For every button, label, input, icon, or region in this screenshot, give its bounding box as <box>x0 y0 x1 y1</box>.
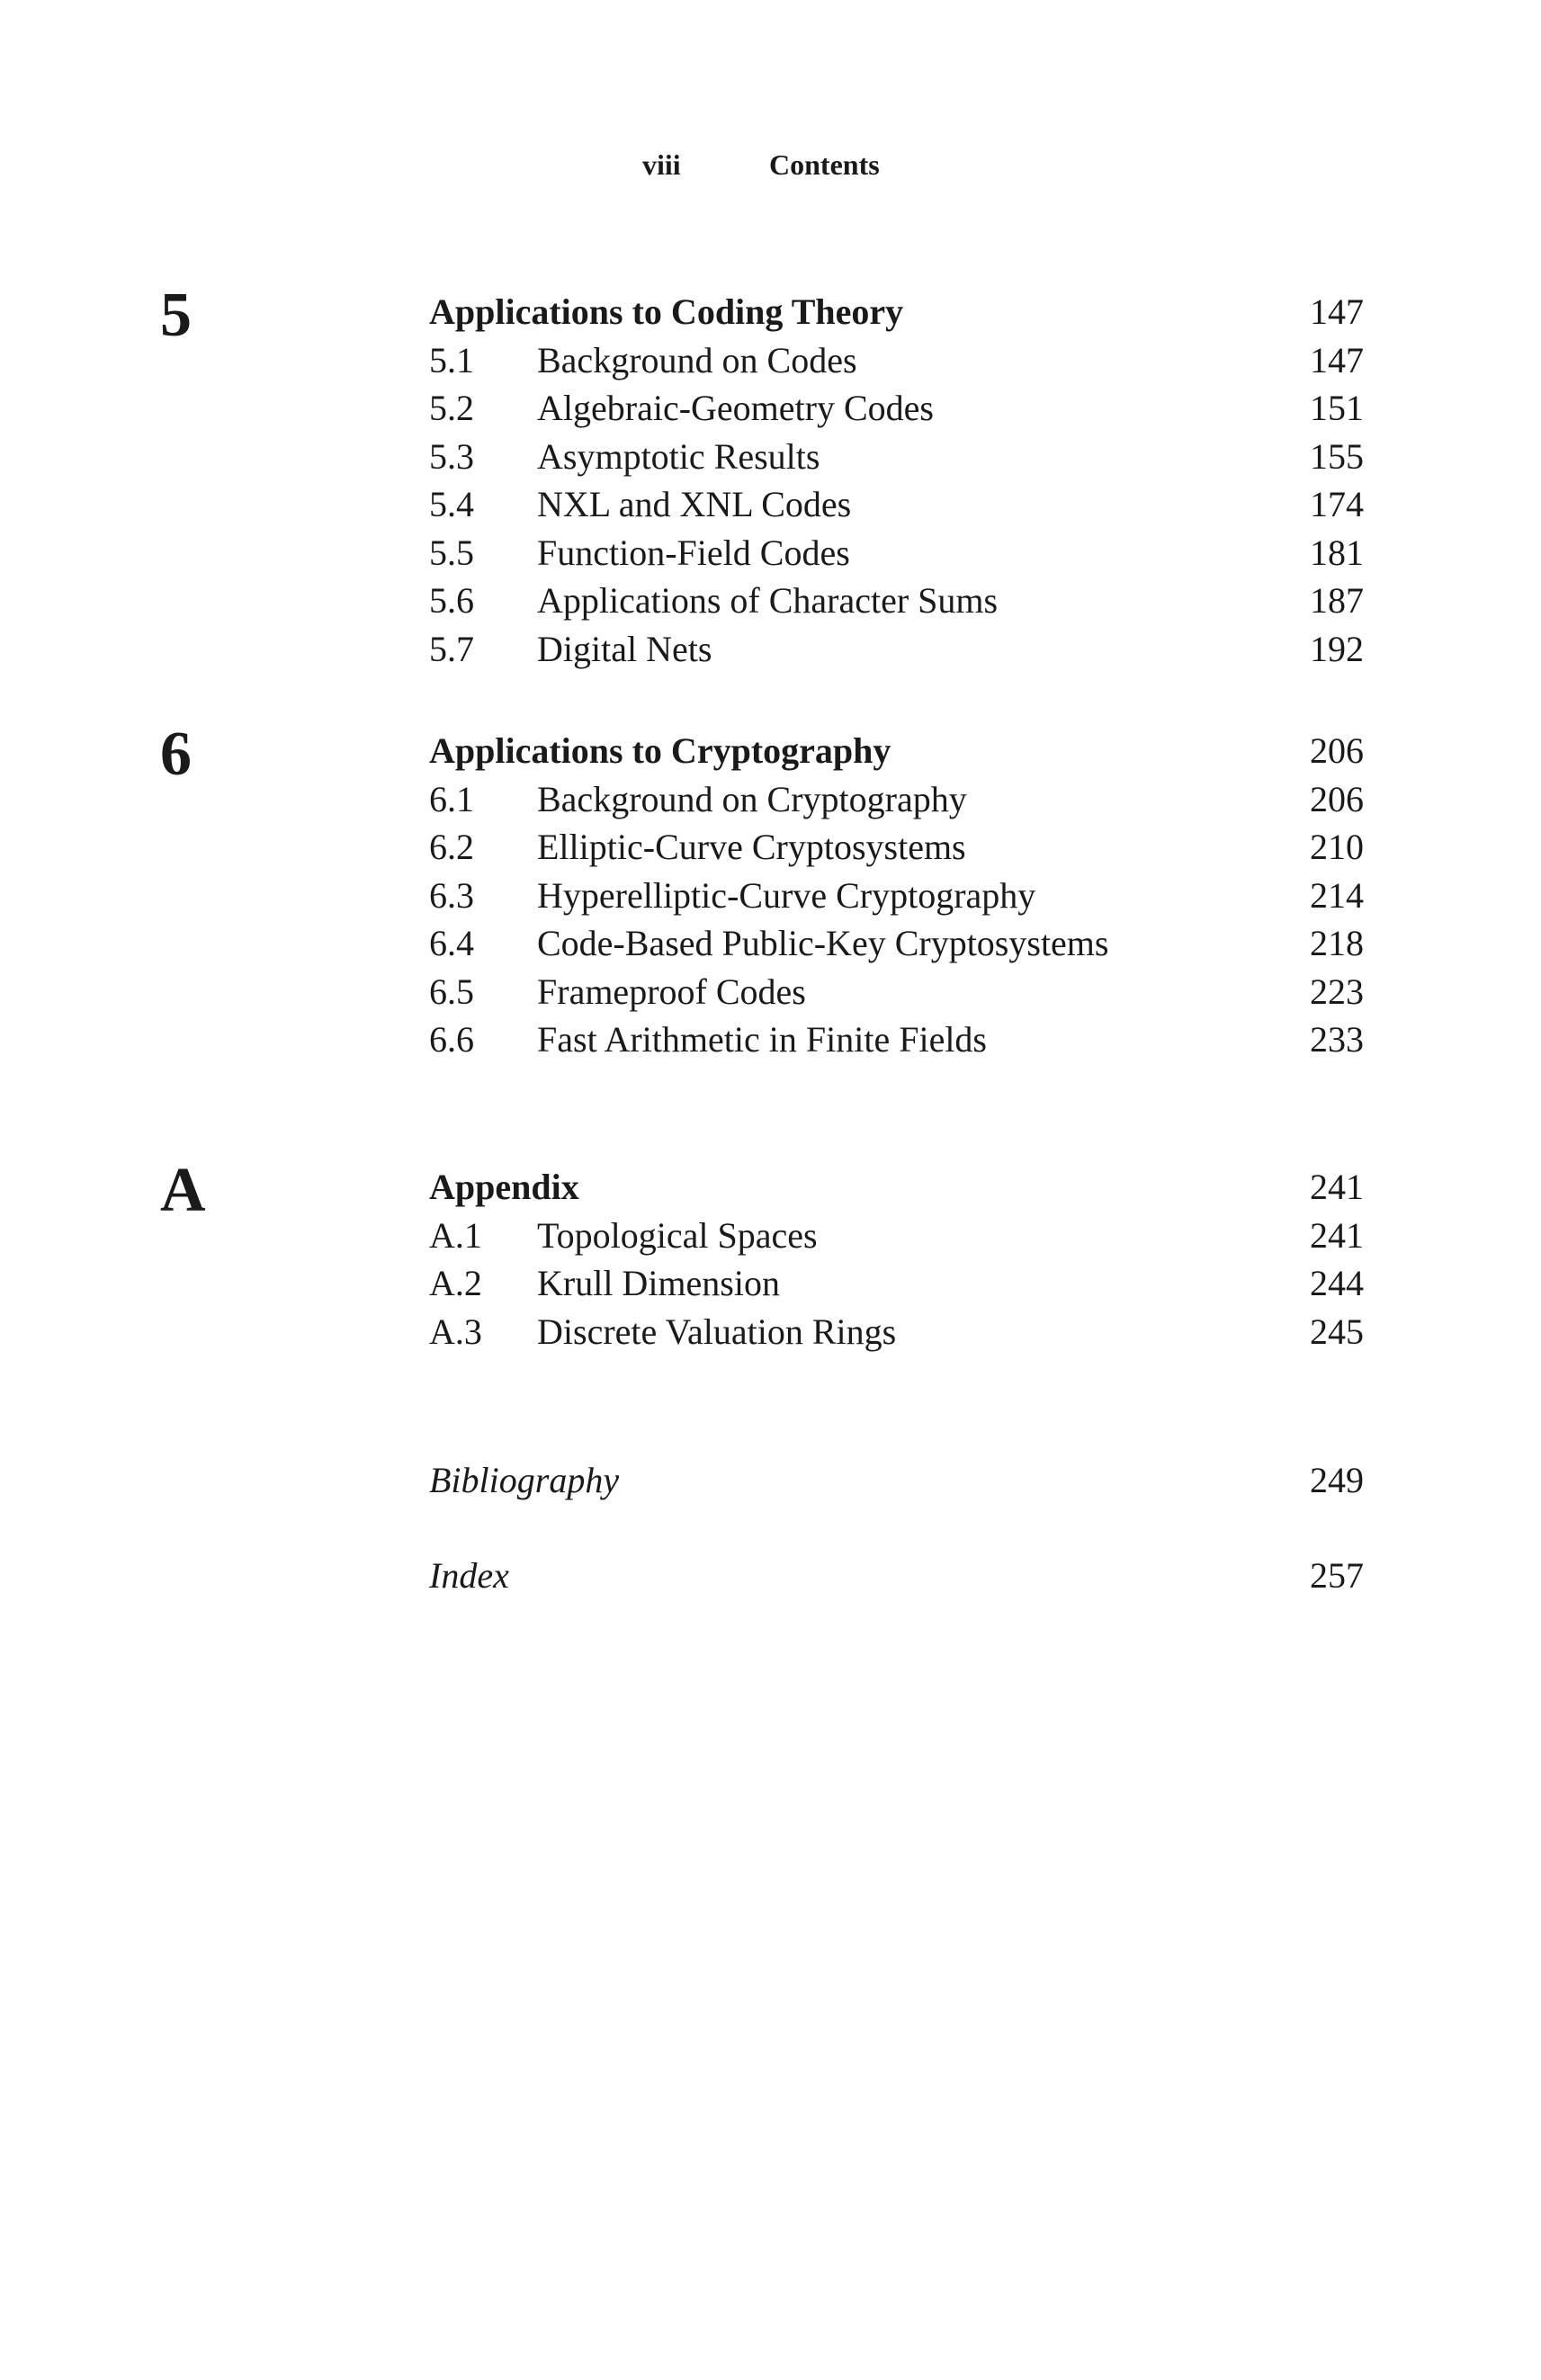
chapter-appendix <box>0 1156 1541 1356</box>
toc-entry[interactable] <box>0 1259 1541 1308</box>
chapter-heading-row[interactable] <box>0 727 1541 775</box>
section-number: 6.5 <box>429 971 474 1012</box>
section-number: 5.3 <box>429 435 474 477</box>
back-matter-bibliography <box>0 1456 1541 1505</box>
section-number: 5.5 <box>429 532 474 573</box>
toc-entry[interactable] <box>0 968 1541 1016</box>
toc-entry[interactable] <box>0 433 1541 481</box>
toc-entry[interactable] <box>0 336 1541 385</box>
section-title: Fast Arithmetic in Finite Fields <box>537 1019 987 1060</box>
toc-entry[interactable] <box>0 480 1541 529</box>
chapter-number: A <box>160 1156 206 1225</box>
running-head <box>0 148 1541 189</box>
section-title: NXL and XNL Codes <box>537 484 852 524</box>
section-number: 5.4 <box>429 484 474 524</box>
section-title: Background on Cryptography <box>537 778 967 819</box>
page-number: 155 <box>1310 435 1364 477</box>
section-title: Algebraic-Geometry Codes <box>537 388 934 428</box>
chapter-title: Applications to Coding Theory <box>429 291 904 332</box>
back-matter-index <box>0 1552 1541 1600</box>
section-number: 5.1 <box>429 339 474 380</box>
section-number: 5.6 <box>429 580 474 621</box>
section-title: Digital Nets <box>537 628 712 669</box>
section-number: A.2 <box>429 1263 482 1303</box>
section-number: 6.1 <box>429 778 474 819</box>
chapter-title: Applications to Cryptography <box>429 730 891 771</box>
back-matter-title: Bibliography <box>429 1460 620 1500</box>
section-number: 6.6 <box>429 1019 474 1060</box>
page-number: 233 <box>1310 1019 1364 1060</box>
page-number: 244 <box>1310 1263 1364 1303</box>
page-number: 174 <box>1310 484 1364 524</box>
section-title: Topological Spaces <box>537 1214 818 1256</box>
section-title: Frameproof Codes <box>537 971 806 1012</box>
section-title: Discrete Valuation Rings <box>537 1311 897 1352</box>
toc-entry[interactable] <box>0 384 1541 433</box>
page-number: 257 <box>1310 1555 1364 1596</box>
toc-entry[interactable] <box>0 1212 1541 1260</box>
section-title: Elliptic-Curve Cryptosystems <box>537 827 966 867</box>
page-number: 210 <box>1310 827 1364 867</box>
toc-entry[interactable] <box>0 529 1541 577</box>
section-number: 6.4 <box>429 923 474 963</box>
chapter-title: Appendix <box>429 1167 579 1207</box>
page-number: 241 <box>1310 1214 1364 1256</box>
toc-entry[interactable] <box>0 1016 1541 1064</box>
section-title: Hyperelliptic-Curve Cryptography <box>537 874 1036 916</box>
section-number: 5.2 <box>429 388 474 428</box>
page-number: 192 <box>1310 628 1364 669</box>
page-number: 181 <box>1310 532 1364 573</box>
section-number: A.3 <box>429 1311 482 1352</box>
page-number: 187 <box>1310 580 1364 621</box>
page-number: 241 <box>1310 1167 1364 1207</box>
page-number: 223 <box>1310 971 1364 1012</box>
page-number: 218 <box>1310 923 1364 963</box>
section-number: A.1 <box>429 1214 482 1256</box>
toc-entry[interactable] <box>0 823 1541 872</box>
section-number: 6.3 <box>429 874 474 916</box>
page-number: 206 <box>1310 730 1364 771</box>
section-title: Code-Based Public-Key Cryptosystems <box>537 923 1109 963</box>
chapter-heading-row[interactable] <box>0 288 1541 336</box>
page-number: 147 <box>1310 291 1364 332</box>
page-folio: viii <box>642 148 681 181</box>
running-title: Contents <box>769 148 880 181</box>
chapter-number: 5 <box>160 281 192 350</box>
page-number: 147 <box>1310 339 1364 380</box>
section-title: Background on Codes <box>537 339 857 380</box>
page-number: 151 <box>1310 388 1364 428</box>
section-number: 5.7 <box>429 628 474 669</box>
page-number: 206 <box>1310 778 1364 819</box>
chapter-number: 6 <box>160 720 192 789</box>
page-number: 245 <box>1310 1311 1364 1352</box>
page-number: 214 <box>1310 874 1364 916</box>
section-title: Asymptotic Results <box>537 435 820 477</box>
section-number: 6.2 <box>429 827 474 867</box>
toc-entry[interactable] <box>0 625 1541 674</box>
toc-entry[interactable] <box>0 577 1541 625</box>
section-title: Applications of Character Sums <box>537 580 999 621</box>
page-number: 249 <box>1310 1460 1364 1500</box>
toc-entry[interactable] <box>0 919 1541 968</box>
toc-entry[interactable] <box>0 1308 1541 1356</box>
chapter-6 <box>0 720 1541 1064</box>
chapter-5 <box>0 281 1541 673</box>
chapter-heading-row[interactable] <box>0 1163 1541 1212</box>
section-title: Function-Field Codes <box>537 532 850 573</box>
toc-entry[interactable] <box>0 1552 1541 1600</box>
toc-entry[interactable] <box>0 775 1541 824</box>
back-matter-title: Index <box>429 1555 509 1596</box>
toc-entry[interactable] <box>0 872 1541 920</box>
toc-entry[interactable] <box>0 1456 1541 1505</box>
section-title: Krull Dimension <box>537 1263 780 1303</box>
